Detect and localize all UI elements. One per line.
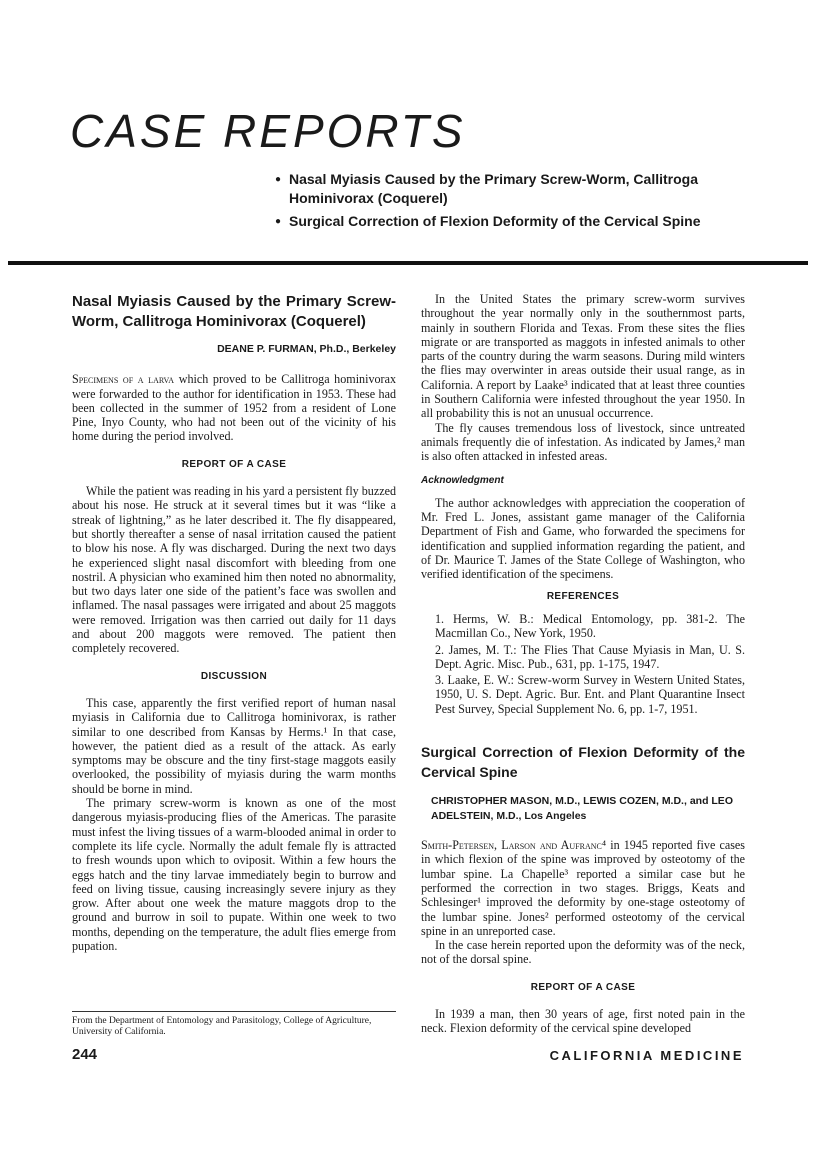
report-heading: REPORT OF A CASE	[181, 458, 287, 470]
footnote: From the Department of Entomology and Parasitology, College of Agriculture, University of California.	[72, 1011, 396, 1038]
header-rule	[8, 261, 808, 265]
reference-item: 1. Herms, W. B.: Medical Entomology, pp. 381-2. The Macmillan Co., New York, 1950.	[435, 611, 745, 641]
left-column	[72, 292, 396, 953]
intro-rest: ⁴ in 1945 reported five cases in which flexion of the spine was improved by osteotomy of the lumbar spine. La Chapelle³ reported a similar case but he performed the correction in two stages. Briggs, Keats and Schlesinger¹ improved the deformity by one-stage osteotomy of the lumbar spine. Jones² performed osteotomy of the cervical spine in an unreported case.	[421, 838, 745, 938]
article2-report-heading: REPORT OF A CASE	[530, 981, 636, 993]
reference-item: 2. James, M. T.: The Flies That Cause Myiasis in Man, U. S. Dept. Agric. Misc. Pub., 631, pp. 1-175, 1947.	[435, 642, 745, 671]
article2-byline: CHRISTOPHER MASON, M.D., LEWIS COZEN, M.D., and LEO ADELSTEIN, M.D., Los Angeles	[431, 795, 733, 823]
intro-rest: which proved to be Callitroga hominivorax were forwarded to the author for identification in 1953. These had been collected in the summer of 1952 from a resident of Lone Pine, Inyo County, who had not been out of the vicinity of his home during the period involved.	[72, 372, 396, 444]
discussion-paragraph: In the United States the primary screw-worm survives throughout the year normally only in the southernmost parts, mainly in southern Florida and Texas. From these sites the flies migrate or are transported as maggots in infested animals to other parts of the country during the warm seasons. During mild winters the flies may overwinter in areas outside their usual range, as in California. A report by Laake³ indicated that at least three counties in Southern California were infested throughout the year 1950. In all probability this is not an unusual occurrence.	[421, 292, 745, 421]
discussion-paragraph: The primary screw-worm is known as one of the most dangerous myiasis-producing flies of the Americas. The parasite must infest the living tissues of a warm-blooded animal in order to complete its life cycle. Normally the adult female fly is attracted to fresh wounds upon which to oviposit. Within a few hours the eggs hatch and the tiny larvae immediately begin to burrow and feed on living tissue, causing increasingly severe injury as they grow. After about one week the mature maggots drop to the ground and burrow in soil to pupate. Within one week to two months, depending on the temperature, the adult flies emerge from pupation.	[72, 796, 396, 953]
reference-item: 3. Laake, E. W.: Screw-worm Survey in Western United States, 1950, U. S. Dept. Agric. Bur. Ent. and Plant Quarantine Insect Pest Survey, Special Supplement No. 6, pp. 1-7, 1951.	[435, 673, 745, 716]
intro-lead: Specimens of a larva	[72, 372, 175, 387]
article2-title: Surgical Correction of Flexion Deformity of the Cervical Spine	[421, 744, 745, 781]
references-list	[421, 612, 745, 716]
article2-paragraph: In the case herein reported upon the deformity was of the neck, not of the dorsal spine.	[421, 938, 745, 967]
acknowledgment-heading: Acknowledgment	[421, 474, 504, 486]
topic-item[interactable]: ● Nasal Myiasis Caused by the Primary Screw-Worm, Callitroga Hominivorax (Coquerel)	[275, 170, 755, 208]
right-column	[421, 292, 745, 1036]
discussion-paragraph: The fly causes tremendous loss of livestock, since untreated animals frequently die of infestation. As indicated by James,² man is also often attacked in infested areas.	[421, 420, 745, 464]
topics-list	[275, 170, 755, 235]
article1-intro	[72, 372, 396, 443]
references-heading: REFERENCES	[546, 590, 620, 602]
section-title: CASE REPORTS	[70, 105, 466, 157]
article2-report-paragraph: In 1939 a man, then 30 years of age, first noted pain in the neck. Flexion deformity of the cervical spine developed	[421, 1006, 745, 1036]
article2-intro	[421, 838, 745, 938]
article1-title: Nasal Myiasis Caused by the Primary Screw-Worm, Callitroga Hominivorax (Coquerel)	[72, 293, 396, 330]
intro-lead: Smith-Petersen, Larson and Aufranc	[421, 838, 602, 853]
discussion-heading: DISCUSSION	[200, 670, 268, 682]
journal-name: CALIFORNIA MEDICINE	[549, 1048, 744, 1063]
discussion-paragraph: This case, apparently the first verified report of human nasal myiasis in California due to Callitroga hominivorax, is rather similar to one described from Kansas by Herms.¹ In that case, however, the patient died as a result of the attack. As early symptoms may be obscure and the tiny first-stage maggots easily overlooked, the possibility of myiasis during the warm months should be borne in mind.	[72, 695, 396, 796]
acknowledgment-paragraph: The author acknowledges with appreciation the cooperation of Mr. Fred L. Jones, assistant game manager of the California Department of Fish and Game, who forwarded the specimens for identification and supplied information regarding the patient, and of Dr. Maurice T. James of the State College of Washington, who verified identification of the specimens.	[421, 495, 745, 582]
article1-byline: DEANE P. FURMAN, Ph.D., Berkeley	[217, 343, 396, 355]
topic-item[interactable]: ● Surgical Correction of Flexion Deformity of the Cervical Spine	[275, 212, 755, 231]
report-paragraph: While the patient was reading in his yard a persistent fly buzzed about his nose. He struck at it several times but it was “like a streak of lightning,” as he later described it. The fly disappeared, but shortly thereafter a sense of nasal irritation caused the patient to blow his nose. A fly was discharged. During the next two days he experienced slight nasal discomfort with bleeding from one nostril. A physician who examined him then noted no abnormality, but two days later one side of the patient’s face was swollen and inflamed. The nasal passages were irrigated and about 25 maggots were removed. Irrigation was then carried out daily for 11 days and about 200 maggots were removed. The patient then completely recovered.	[72, 484, 396, 656]
page-number: 244	[72, 1046, 98, 1063]
